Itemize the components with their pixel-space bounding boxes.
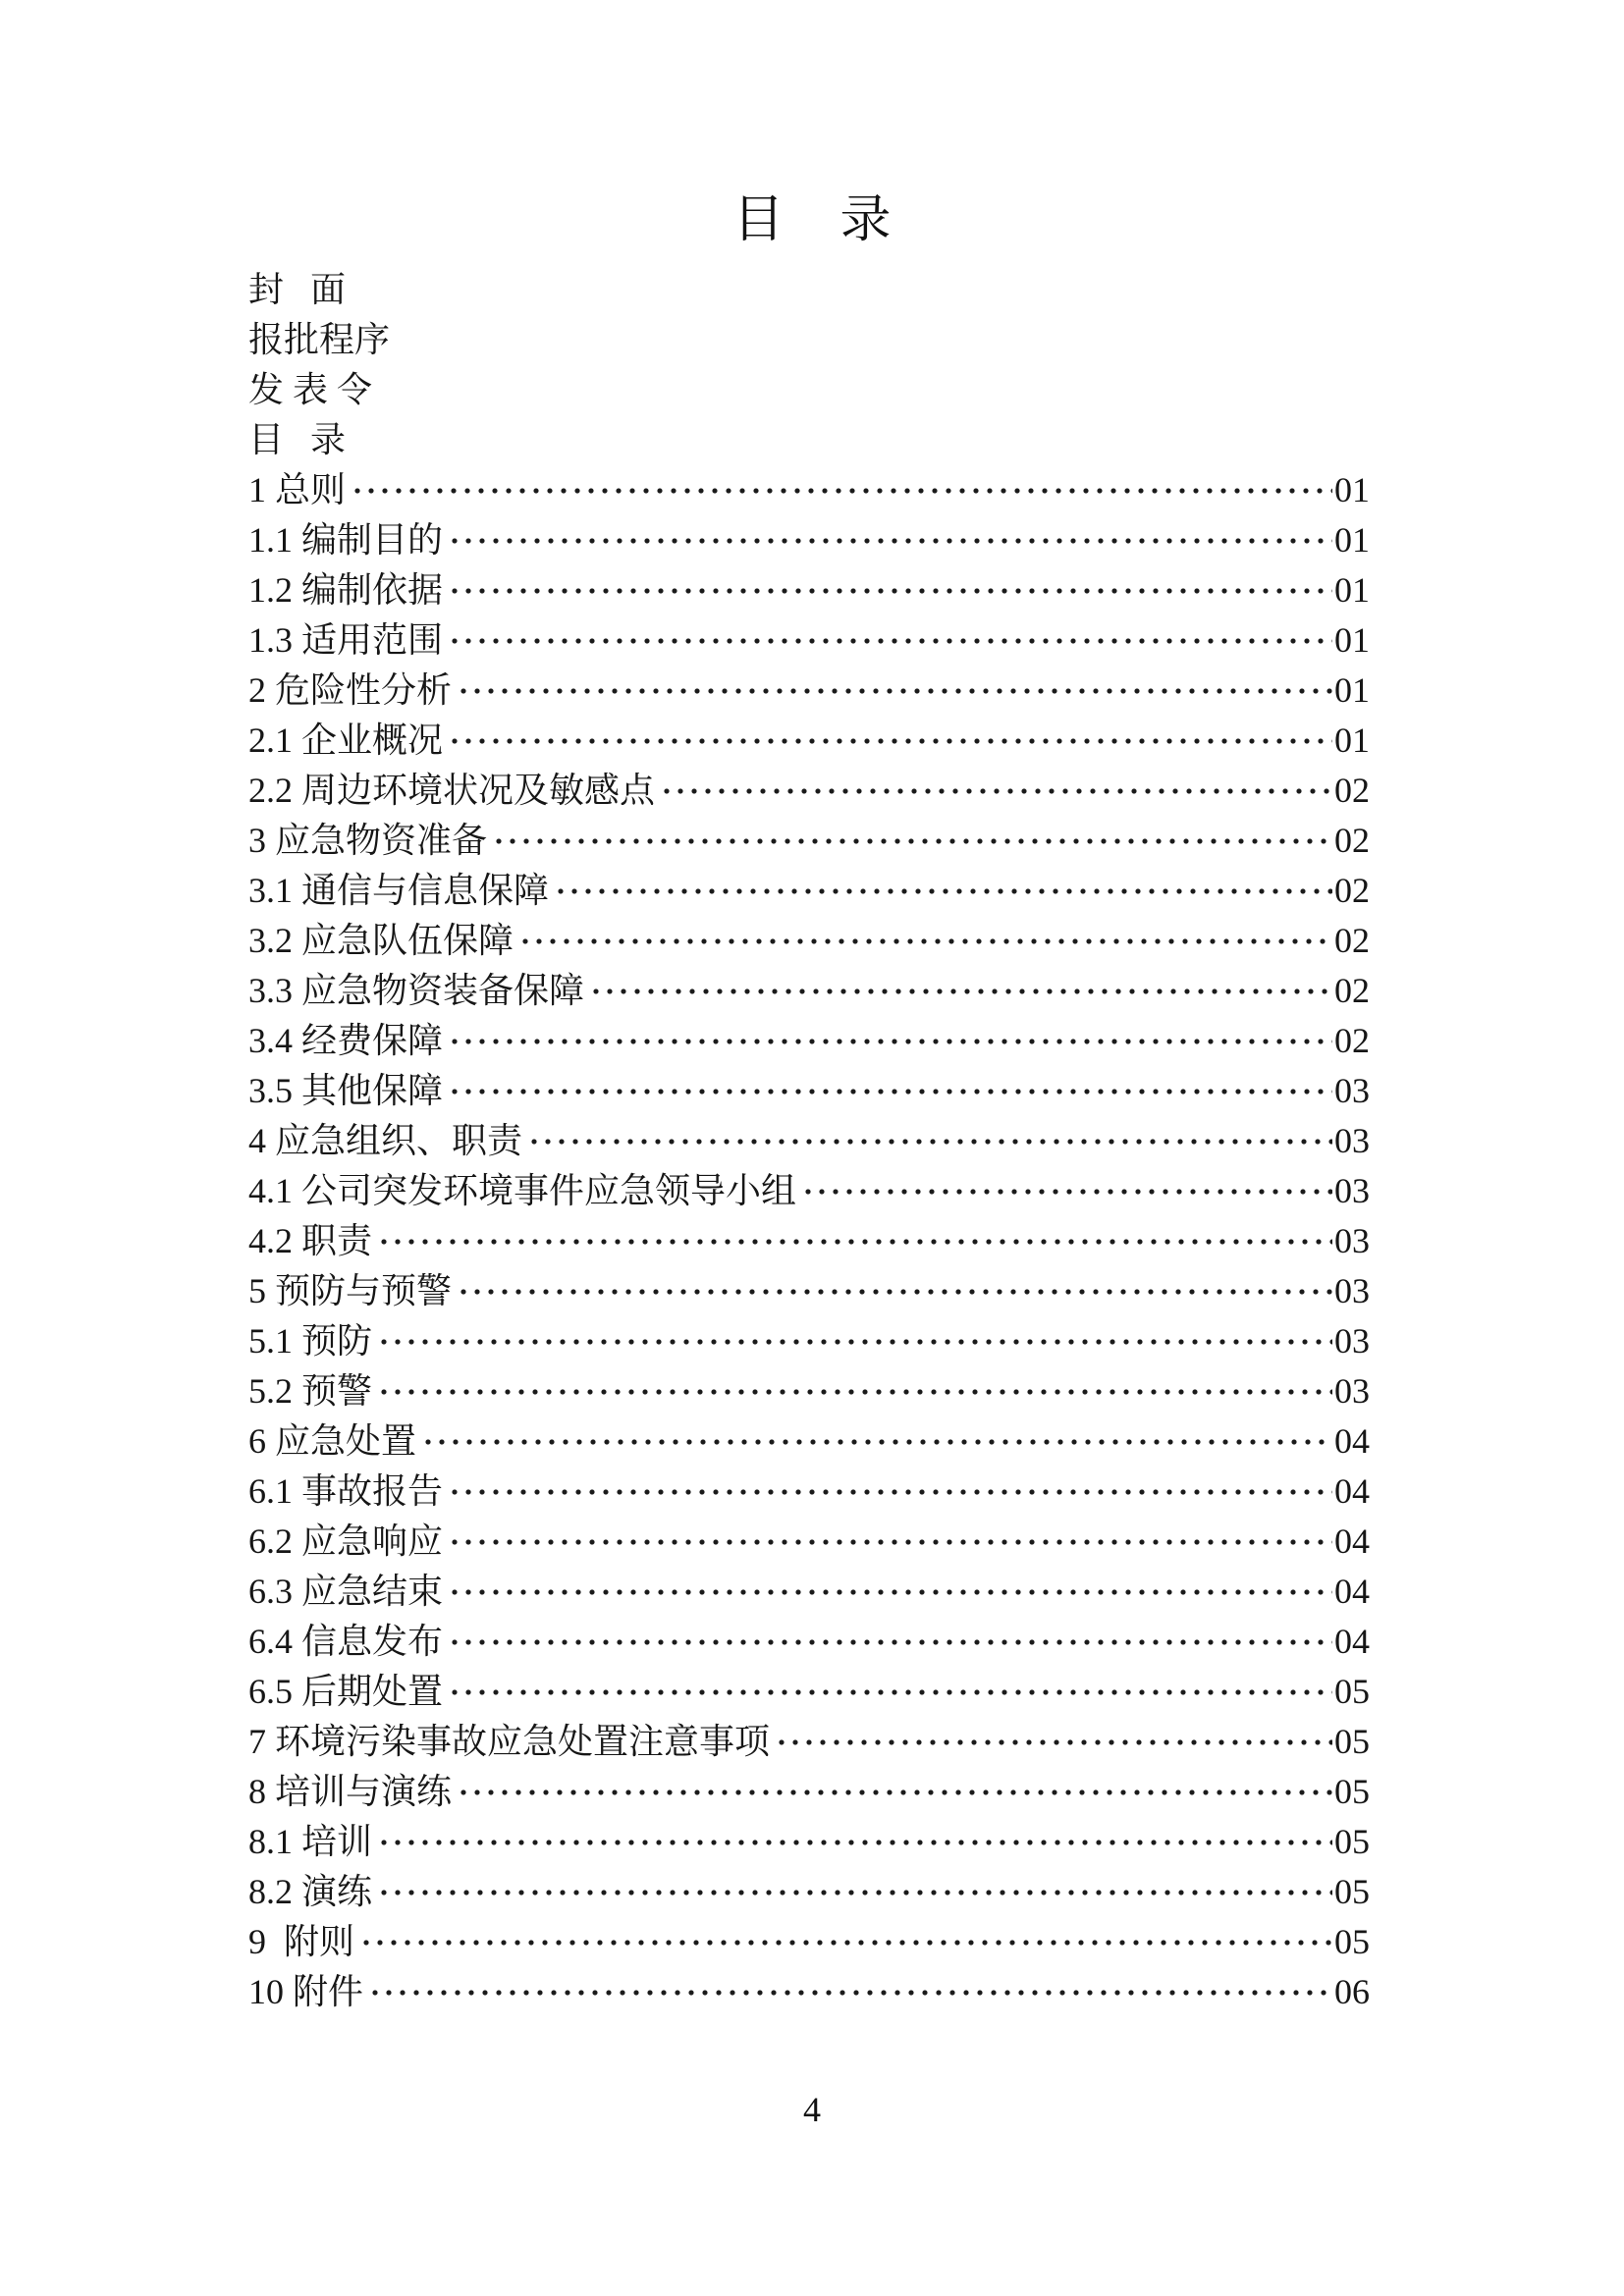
toc-entry-page-number: 02 <box>1334 871 1370 910</box>
toc-entry-page-number: 05 <box>1334 1822 1370 1861</box>
toc-entry-row <box>248 916 1370 966</box>
toc-entry-page-number: 02 <box>1334 971 1370 1010</box>
toc-entry-row <box>248 1917 1370 1967</box>
toc-entry-page-number: 05 <box>1334 1872 1370 1911</box>
toc-entry-page-number: 03 <box>1334 1271 1370 1310</box>
toc-entry-page-number: 02 <box>1334 771 1370 810</box>
dot-leader <box>377 1316 1332 1366</box>
toc-entry-row <box>248 1116 1370 1166</box>
dot-leader <box>448 515 1332 565</box>
dot-leader <box>527 1116 1332 1166</box>
toc-entry-label: 2.2 周边环境状况及敏感点 <box>248 771 656 810</box>
toc-entry-row <box>248 966 1370 1016</box>
toc-entry-row <box>248 1717 1370 1767</box>
toc-entry-row <box>248 1316 1370 1366</box>
toc-entry-label: 3.2 应急队伍保障 <box>248 921 514 960</box>
dot-leader <box>377 1817 1332 1867</box>
toc-entry-label: 3.5 其他保障 <box>248 1071 444 1110</box>
dot-leader <box>377 1867 1332 1917</box>
dot-leader <box>448 1066 1332 1116</box>
dot-leader <box>518 916 1332 966</box>
dot-leader <box>448 565 1332 615</box>
dot-leader <box>492 816 1332 866</box>
toc-entry-row <box>248 1667 1370 1717</box>
front-matter-row <box>248 315 1370 365</box>
dot-leader <box>377 1366 1332 1416</box>
toc-entry-label: 10 附件 <box>248 1972 364 2011</box>
dot-leader <box>368 1967 1332 2017</box>
toc-entry-label: 5.1 预防 <box>248 1321 373 1361</box>
toc-entry-page-number: 03 <box>1334 1371 1370 1411</box>
toc-entry-page-number: 03 <box>1334 1221 1370 1260</box>
toc-entry-row <box>248 1166 1370 1216</box>
dot-leader <box>448 1667 1332 1717</box>
toc-entry-page-number: 01 <box>1334 620 1370 660</box>
toc-entry-label: 8.1 培训 <box>248 1822 373 1861</box>
dot-leader <box>351 465 1332 515</box>
toc-entry-page-number: 04 <box>1334 1471 1370 1511</box>
toc-entry-row <box>248 1517 1370 1567</box>
dot-leader <box>554 866 1332 916</box>
toc-entry-row <box>248 1617 1370 1667</box>
toc-entry-page-number: 05 <box>1334 1672 1370 1711</box>
toc-entry-label: 4.1 公司突发环境事件应急领导小组 <box>248 1171 797 1210</box>
toc-entry-row <box>248 1867 1370 1917</box>
dot-leader <box>457 1767 1332 1817</box>
toc-entry-row <box>248 1567 1370 1617</box>
toc-entry-page-number: 04 <box>1334 1522 1370 1561</box>
toc-entry-label: 1.2 编制依据 <box>248 570 444 610</box>
toc-entry-row <box>248 1817 1370 1867</box>
toc-entry-page-number: 01 <box>1334 670 1370 710</box>
front-matter-row <box>248 265 1370 315</box>
dot-leader <box>448 1016 1332 1066</box>
toc-entry-row <box>248 565 1370 615</box>
toc-entry-page-number: 05 <box>1334 1722 1370 1761</box>
front-matter-label: 报批程序 <box>248 320 391 359</box>
toc-entry-label: 6.5 后期处置 <box>248 1672 444 1711</box>
toc-entry-page-number: 02 <box>1334 921 1370 960</box>
footer-page-number: 4 <box>803 2090 821 2129</box>
toc-entry-row <box>248 1366 1370 1416</box>
toc-entry-row <box>248 515 1370 565</box>
dot-leader <box>448 716 1332 766</box>
toc-entry-label: 6 应急处置 <box>248 1421 417 1461</box>
toc-entry-label: 2.1 企业概况 <box>248 721 444 760</box>
front-matter-label: 目 录 <box>248 420 347 459</box>
dot-leader <box>457 1266 1332 1316</box>
toc-entry-row <box>248 816 1370 866</box>
toc-entry-row <box>248 1967 1370 2017</box>
toc-entry-row <box>248 1467 1370 1517</box>
toc-entry-page-number: 01 <box>1334 470 1370 509</box>
toc-entry-label: 8.2 演练 <box>248 1872 373 1911</box>
toc-entry-page-number: 03 <box>1334 1321 1370 1361</box>
toc-entry-page-number: 04 <box>1334 1421 1370 1461</box>
table-of-contents <box>248 265 1370 2017</box>
toc-entry-page-number: 05 <box>1334 1772 1370 1811</box>
toc-entry-row <box>248 1216 1370 1266</box>
dot-leader <box>359 1917 1332 1967</box>
toc-entry-row <box>248 716 1370 766</box>
toc-entry-page-number: 01 <box>1334 721 1370 760</box>
toc-entry-page-number: 02 <box>1334 821 1370 860</box>
toc-entry-label: 1 总则 <box>248 470 347 509</box>
dot-leader <box>775 1717 1332 1767</box>
front-matter-label: 发 表 令 <box>248 370 373 409</box>
toc-entry-page-number: 01 <box>1334 570 1370 610</box>
dot-leader <box>421 1416 1332 1467</box>
dot-leader <box>589 966 1332 1016</box>
toc-entry-page-number: 03 <box>1334 1121 1370 1160</box>
toc-entry-label: 1.1 编制目的 <box>248 520 444 560</box>
dot-leader <box>448 1517 1332 1567</box>
toc-entry-label: 3.4 经费保障 <box>248 1021 444 1060</box>
toc-entry-row <box>248 866 1370 916</box>
toc-entry-label: 7 环境污染事故应急处置注意事项 <box>248 1722 771 1761</box>
toc-entry-page-number: 03 <box>1334 1171 1370 1210</box>
toc-entry-label: 4 应急组织、职责 <box>248 1121 523 1160</box>
toc-entry-row <box>248 666 1370 716</box>
toc-entry-page-number: 02 <box>1334 1021 1370 1060</box>
toc-entry-page-number: 01 <box>1334 520 1370 560</box>
toc-entry-row <box>248 1016 1370 1066</box>
page-title: 目 录 <box>732 192 892 248</box>
toc-entry-page-number: 06 <box>1334 1972 1370 2011</box>
dot-leader <box>448 1567 1332 1617</box>
toc-entry-label: 6.3 应急结束 <box>248 1572 444 1611</box>
toc-entry-row <box>248 1266 1370 1316</box>
toc-entry-row <box>248 1066 1370 1116</box>
toc-entry-label: 9 附则 <box>248 1922 355 1961</box>
toc-entry-page-number: 04 <box>1334 1622 1370 1661</box>
toc-entry-label: 6.2 应急响应 <box>248 1522 444 1561</box>
toc-entry-page-number: 03 <box>1334 1071 1370 1110</box>
toc-entry-label: 6.1 事故报告 <box>248 1471 444 1511</box>
toc-entry-label: 3.3 应急物资装备保障 <box>248 971 585 1010</box>
toc-entry-label: 3.1 通信与信息保障 <box>248 871 550 910</box>
dot-leader <box>801 1166 1332 1216</box>
toc-entry-label: 5.2 预警 <box>248 1371 373 1411</box>
dot-leader <box>457 666 1332 716</box>
toc-entry-label: 5 预防与预警 <box>248 1271 453 1310</box>
toc-entry-row <box>248 465 1370 515</box>
front-matter-row <box>248 365 1370 415</box>
toc-entry-row <box>248 615 1370 666</box>
front-matter-label: 封 面 <box>248 270 347 309</box>
toc-entry-page-number: 05 <box>1334 1922 1370 1961</box>
toc-entry-row <box>248 1416 1370 1467</box>
toc-entry-label: 3 应急物资准备 <box>248 821 488 860</box>
toc-entry-label: 4.2 职责 <box>248 1221 373 1260</box>
toc-entry-row <box>248 1767 1370 1817</box>
toc-entry-row <box>248 766 1370 816</box>
toc-entry-label: 1.3 适用范围 <box>248 620 444 660</box>
dot-leader <box>377 1216 1332 1266</box>
front-matter-row <box>248 415 1370 465</box>
toc-entry-page-number: 04 <box>1334 1572 1370 1611</box>
toc-entry-label: 2 危险性分析 <box>248 670 453 710</box>
dot-leader <box>448 1467 1332 1517</box>
dot-leader <box>660 766 1332 816</box>
toc-entry-label: 6.4 信息发布 <box>248 1622 444 1661</box>
dot-leader <box>448 1617 1332 1667</box>
toc-entry-label: 8 培训与演练 <box>248 1772 453 1811</box>
dot-leader <box>448 615 1332 666</box>
